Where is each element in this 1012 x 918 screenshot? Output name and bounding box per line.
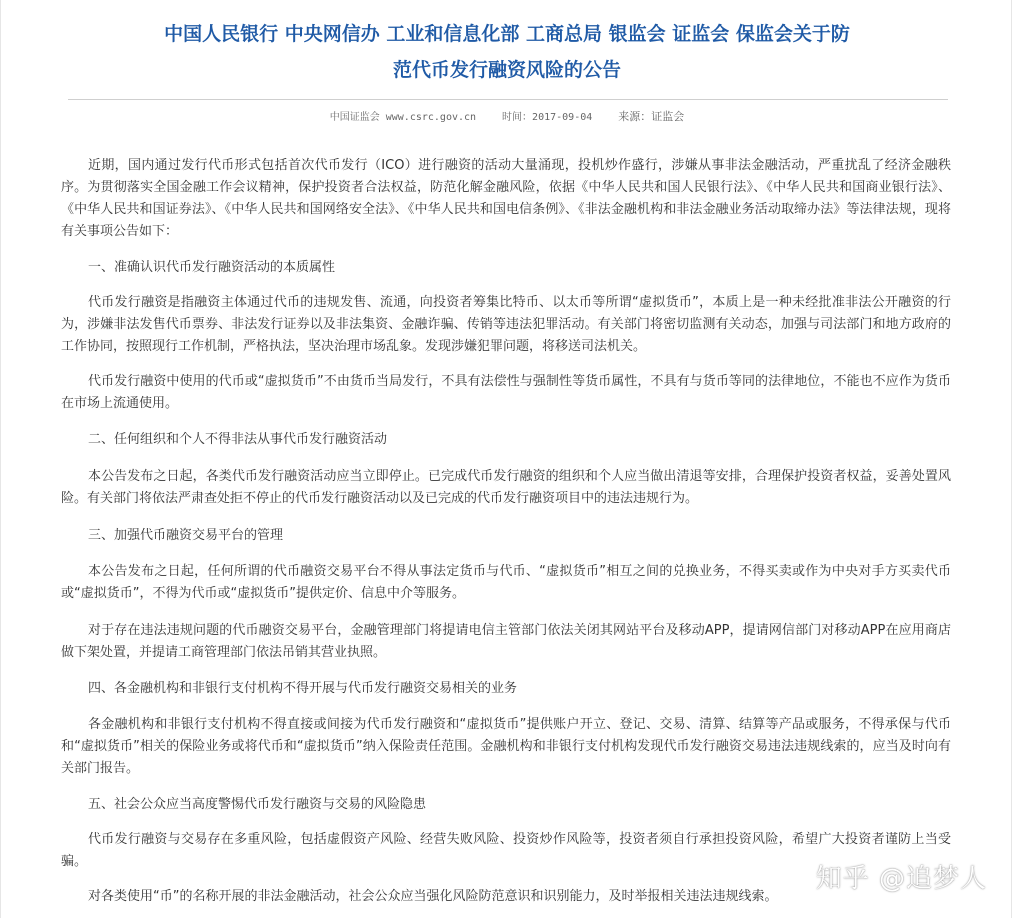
section-heading-2: 二、任何组织和个人不得非法从事代币发行融资活动 [88,432,388,447]
paragraph-1a: 代币发行融资是指融资主体通过代币的违规发售、流通，向投资者筹集比特币、以太币等所谓“虚拟货币”，本质上是一种未经批准非法公开融资的行为，涉嫌非法发售代币票券、非法发行证券以及非法集资、金融诈骗、传销等违法犯罪活动。有关部门将密切监测有关动态，加强与司法部门和地方政府的工作协同，按照现行工作机制，严格执法，坚决治理市场乱象。发现涉嫌犯罪问题，将移送司法机关。 [61,295,951,354]
paragraph-5a: 代币发行融资与交易存在多重风险，包括虚假资产风险、经营失败风险、投资炒作风险等，投资者须自行承担投资风险，希望广大投资者谨防上当受骗。 [61,832,951,869]
paragraph-3a: 本公告发布之日起，任何所谓的代币融资交易平台不得从事法定货币与代币、“虚拟货币”相互之间的兑换业务，不得买卖或作为中央对手方买卖代币或“虚拟货币”，不得为代币或“虚拟货币”提供定价、信息中介等服务。 [61,564,951,601]
article-title-line-2: 范代币发行融资风险的公告 [392,59,621,81]
article-meta [1,108,1012,127]
paragraph-4: 各金融机构和非银行支付机构不得直接或间接为代币发行融资和“虚拟货币”提供账户开立、登记、交易、清算、结算等产品或服务，不得承保与代币和“虚拟货币”相关的保险业务或将代币和“虚拟货币”纳入保险责任范围。金融机构和非银行支付机构发现代币发行融资交易违法违规线索的，应当及时向有关部门报告。 [61,717,951,776]
article-title-line-1: 中国人民银行 中央网信办 工业和信息化部 工商总局 银监会 证监会 保监会关于防 [164,23,850,45]
paragraph-2: 本公告发布之日起，各类代币发行融资活动应当立即停止。已完成代币发行融资的组织和个人应当做出清退等安排，合理保护投资者权益，妥善处置风险。有关部门将依法严肃查处拒不停止的代币发行融资活动以及已完成的代币发行融资项目中的违法违规行为。 [61,469,951,506]
meta-origin: 来源：证监会 [618,110,685,123]
meta-source: 中国证监会 www.csrc.gov.cn [329,112,477,123]
zhihu-watermark: 知乎 @追梦人 [815,864,987,894]
section-heading-4: 四、各金融机构和非银行支付机构不得开展与代币发行融资交易相关的业务 [88,681,518,696]
paragraph-5b: 对各类使用“币”的名称开展的非法金融活动，社会公众应当强化风险防范意识和识别能力，及时举报相关违法违规线索。 [88,889,778,904]
meta-time: 时间：2017-09-04 [502,112,593,123]
section-heading-5: 五、社会公众应当高度警惕代币发行融资与交易的风险隐患 [88,797,427,812]
paragraph-1b: 代币发行融资中使用的代币或“虚拟货币”不由货币当局发行，不具有法偿性与强制性等货币属性，不具有与货币等同的法律地位，不能也不应作为货币在市场上流通使用。 [61,374,951,411]
paragraph-intro: 近期，国内通过发行代币形式包括首次代币发行（ICO）进行融资的活动大量涌现，投机炒作盛行，涉嫌从事非法金融活动，严重扰乱了经济金融秩序。为贯彻落实全国金融工作会议精神，保护投资者合法权益，防范化解金融风险，依据《中华人民共和国人民银行法》、《中华人民共和国商业银行法》、《中华人民共和国证券法》、《中华人民共和国网络安全法》、《中华人民共和国电信条例》、《非法金融机构和非法金融业务活动取缔办法》等法律法规，现将有关事项公告如下： [61,158,951,239]
section-heading-3: 三、加强代币融资交易平台的管理 [88,528,284,543]
section-heading-1: 一、准确认识代币发行融资活动的本质属性 [88,260,336,275]
title-divider [68,99,948,100]
paragraph-3b: 对于存在违法违规问题的代币融资交易平台，金融管理部门将提请电信主管部门依法关闭其网站平台及移动APP，提请网信部门对移动APP在应用商店做下架处置，并提请工商管理部门依法吊销其营业执照。 [61,623,951,660]
